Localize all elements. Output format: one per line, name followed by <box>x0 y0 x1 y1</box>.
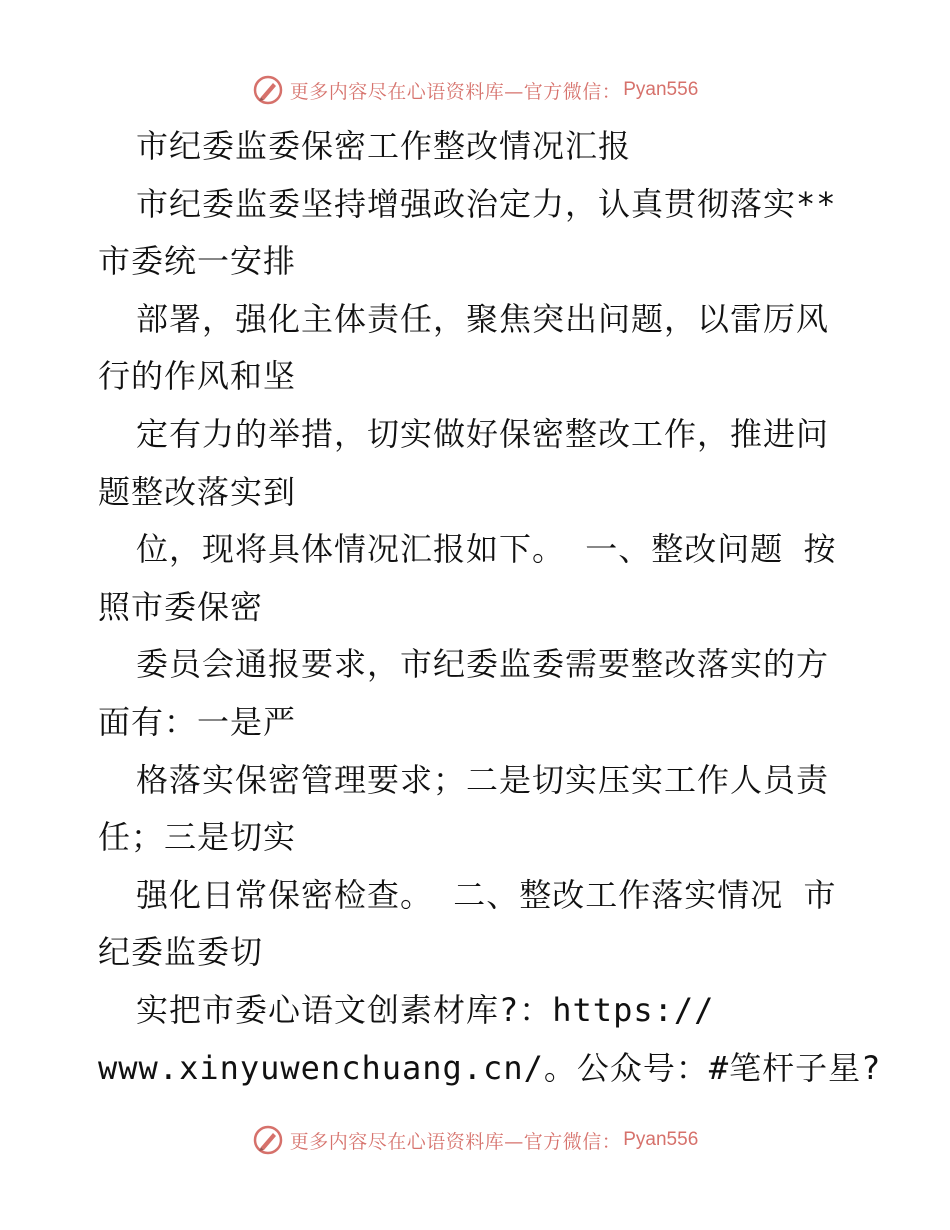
text-line: 行的作风和坚 <box>98 357 297 396</box>
pen-circle-logo-icon <box>252 1124 284 1156</box>
text-line: 强化日常保密检查。 二、整改工作落实情况 市 <box>136 875 837 914</box>
text-line: 市纪委监委坚持增强政治定力，认真贯彻落实** <box>136 184 837 223</box>
pen-circle-logo-icon <box>252 74 284 106</box>
text-line: 实把市委心语文创素材库?：https:// <box>136 990 715 1029</box>
watermark-text: 更多内容尽在心语资料库—官方微信： <box>289 80 622 103</box>
text-line: 照市委保密 <box>98 587 264 626</box>
text-line: 纪委监委切 <box>98 933 264 972</box>
footer-watermark <box>0 1120 950 1160</box>
document-body <box>98 118 882 1097</box>
text-line: 格落实保密管理要求；二是切实压实工作人员责 <box>136 760 830 799</box>
header-watermark <box>0 70 950 110</box>
document-title: 市纪委监委保密工作整改情况汇报 <box>136 127 632 165</box>
text-line: 面有：一是严 <box>98 702 297 741</box>
text-line: 任；三是切实 <box>98 818 297 857</box>
text-line: 部署，强化主体责任，聚焦突出问题，以雷厉风 <box>136 299 830 338</box>
watermark-wechat-id: Pyan556 <box>623 1129 699 1150</box>
text-line: 位，现将具体情况汇报如下。 一、整改问题 按 <box>136 530 837 569</box>
text-line: 市委统一安排 <box>98 242 297 281</box>
watermark-wechat-id: Pyan556 <box>623 79 699 100</box>
text-line: www.xinyuwenchuang.cn/。公众号：#笔杆子星? <box>98 1048 882 1087</box>
watermark-text: 更多内容尽在心语资料库—官方微信： <box>289 1130 622 1153</box>
text-line: 题整改落实到 <box>98 472 297 511</box>
text-line: 委员会通报要求，市纪委监委需要整改落实的方 <box>136 645 830 684</box>
text-line: 定有力的举措，切实做好保密整改工作，推进问 <box>136 414 830 453</box>
